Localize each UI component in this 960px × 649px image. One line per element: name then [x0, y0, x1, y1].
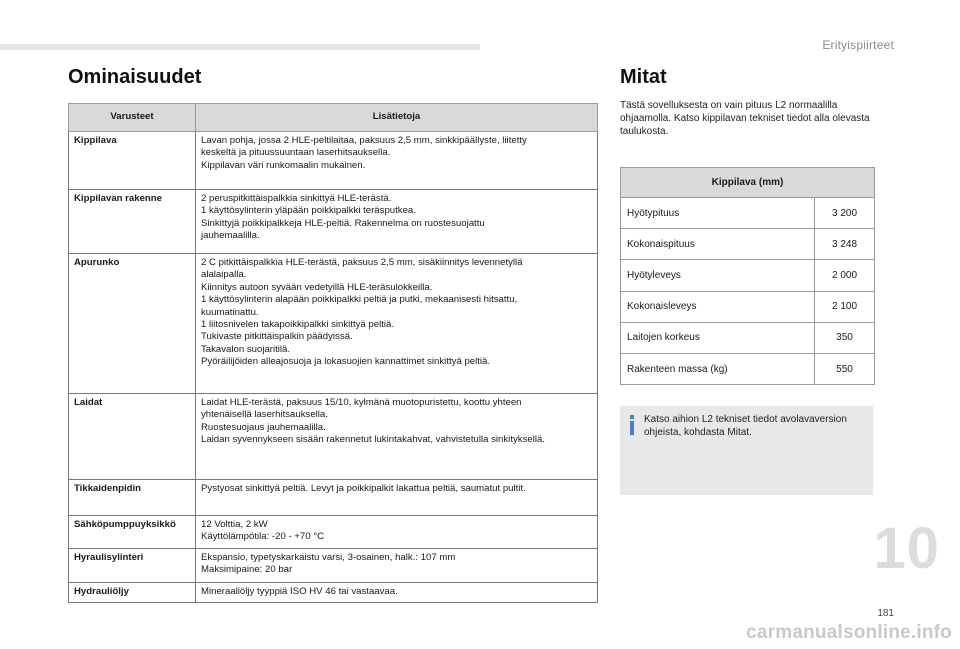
- specifications-body: [69, 132, 598, 603]
- specifications-table: [68, 103, 598, 603]
- page-number: 181: [877, 608, 894, 619]
- dimensions-table: [620, 167, 875, 385]
- spec-detail-line: Laidat HLE-terästä, paksuus 15/10, kylmänä muotopuristettu, koottu yhteen: [201, 397, 522, 408]
- dimension-value: 550: [815, 353, 875, 384]
- dimension-value: 2 100: [815, 291, 875, 322]
- spec-row-details: [196, 582, 598, 602]
- col-info-header: Lisätietoja: [196, 104, 598, 132]
- spec-detail-line: yhtenäisellä laserhitsauksella.: [201, 409, 328, 421]
- spec-detail-line: keskeltä ja pituussuuntaan laserhitsauksella.: [201, 147, 391, 159]
- spec-row-details: [196, 190, 598, 254]
- spec-row: [69, 394, 598, 480]
- spec-detail-line: 12 Volttia, 2 kW: [201, 519, 268, 530]
- spec-row: [69, 480, 598, 516]
- spec-row-details: [196, 480, 598, 516]
- info-note: [620, 406, 873, 495]
- dimensions-intro: Tästä sovelluksesta on vain pituus L2 normaalilla ohjaamolla. Katso kippilavan tekniset tiedot alla olevasta taulukosta.: [620, 100, 870, 137]
- spec-row-name: Hyraulisylinteri: [69, 548, 196, 582]
- spec-row-details: [196, 516, 598, 549]
- col-equipment-header: Varusteet: [69, 104, 196, 132]
- spec-detail-line: 1 käyttösylinterin alapään poikkipalkki peltiä ja putki, mekaanisesti hitsattu,: [201, 294, 518, 306]
- spec-detail-line: Sinkittyjä poikkipalkkeja HLE-peltiä. Rakennelma on ruostesuojattu: [201, 217, 485, 229]
- dimensions-header: Kippilava (mm): [621, 168, 875, 198]
- spec-detail-line: 2 C pitkittäispalkkia HLE-terästä, paksuus 2,5 mm, sisäkiinnitys levennetyllä: [201, 257, 523, 268]
- dimensions-title: Mitat: [620, 66, 667, 88]
- dimension-label: Kokonaispituus: [621, 229, 815, 260]
- spec-detail-line: Kippilavan väri runkomaalin mukainen.: [201, 159, 366, 171]
- spec-detail-line: alalaipalla.: [201, 269, 247, 281]
- spec-detail-line: Takavalon suojaritilä.: [201, 343, 291, 355]
- spec-detail-line: Mineraaliöljy tyyppiä ISO HV 46 tai vastaavaa.: [201, 585, 398, 597]
- spec-row: [69, 516, 598, 549]
- watermark: carmanualsonline.info: [746, 622, 952, 643]
- info-note-text: Katso aihion L2 tekniset tiedot avolavaversion ohjeista, kohdasta Mitat.: [644, 414, 847, 438]
- spec-row: [69, 548, 598, 582]
- spec-detail-line: Laidan syvennykseen sisään rakennetut lukintakahvat, vahvistetulla sinkityksellä.: [201, 434, 545, 446]
- spec-row-name: Hydrauliöljy: [69, 582, 196, 602]
- spec-row: [69, 190, 598, 254]
- dimension-row: [621, 291, 875, 322]
- dimension-label: Hyötypituus: [621, 198, 815, 229]
- dimension-row: [621, 198, 875, 229]
- spec-row: [69, 254, 598, 394]
- spec-detail-line: Kiinnitys autoon syvään vedetyillä HLE-teräsulokkeilla.: [201, 281, 433, 293]
- spec-detail-line: Maksimipaine: 20 bar: [201, 564, 293, 576]
- spec-row-name: Kippilava: [69, 132, 196, 190]
- page-title: Ominaisuudet: [68, 66, 202, 88]
- dimension-row: [621, 322, 875, 353]
- dimensions-body: [621, 198, 875, 385]
- spec-row-name: Tikkaidenpidin: [69, 480, 196, 516]
- spec-detail-line: Lavan pohja, jossa 2 HLE-peltilaitaa, paksuus 2,5 mm, sinkkipäällyste, liitetty: [201, 135, 527, 146]
- spec-row: [69, 582, 598, 602]
- chapter-number: 10: [873, 516, 940, 581]
- spec-detail-line: 1 käyttösylinterin yläpään poikkipalkki teräsputkea.: [201, 205, 416, 217]
- dimension-value: 3 200: [815, 198, 875, 229]
- info-icon: [627, 415, 637, 435]
- spec-row-name: Laidat: [69, 394, 196, 480]
- spec-detail-line: jauhemaalilla.: [201, 230, 260, 242]
- spec-detail-line: Ekspansio, typetyskarkaistu varsi, 3-osainen, halk.: 107 mm: [201, 551, 456, 563]
- dimension-value: 3 248: [815, 229, 875, 260]
- spec-row-details: [196, 548, 598, 582]
- spec-row-name: Kippilavan rakenne: [69, 190, 196, 254]
- spec-detail-line: Tukivaste pitkittäispalkin päädyissä.: [201, 331, 353, 343]
- dimension-row: [621, 353, 875, 384]
- header-rule: [0, 44, 480, 50]
- dimension-label: Laitojen korkeus: [621, 322, 815, 353]
- dimension-value: 350: [815, 322, 875, 353]
- spec-row-name: Apurunko: [69, 254, 196, 394]
- dimension-value: 2 000: [815, 260, 875, 291]
- spec-row-details: [196, 132, 598, 190]
- spec-detail-line: Ruostesuojaus jauhemaalilla.: [201, 421, 326, 433]
- dimension-label: Hyötyleveys: [621, 260, 815, 291]
- spec-detail-line: 2 peruspitkittäispalkkia sinkittyä HLE-terästä.: [201, 193, 392, 204]
- spec-detail-line: kuumatinattu.: [201, 306, 259, 318]
- dimension-row: [621, 229, 875, 260]
- spec-row: [69, 132, 598, 190]
- dimension-row: [621, 260, 875, 291]
- spec-detail-line: 1 liitosnivelen takapoikkipalkki sinkittyä peltiä.: [201, 319, 395, 331]
- spec-detail-line: Pyöräilijöiden alleajosuoja ja lokasuojien kannattimet sinkittyä peltiä.: [201, 356, 491, 368]
- spec-row-details: [196, 254, 598, 394]
- dimension-label: Kokonaisleveys: [621, 291, 815, 322]
- spec-detail-line: Pystyosat sinkittyä peltiä. Levyt ja poikkipalkit lakattua peltiä, saumatut pultit.: [201, 483, 526, 494]
- dimension-label: Rakenteen massa (kg): [621, 353, 815, 384]
- spec-detail-line: Käyttölämpötila: -20 - +70 °C: [201, 531, 325, 543]
- spec-row-name: Sähköpumppuyksikkö: [69, 516, 196, 549]
- section-title: Erityispiirteet: [822, 38, 894, 52]
- spec-row-details: [196, 394, 598, 480]
